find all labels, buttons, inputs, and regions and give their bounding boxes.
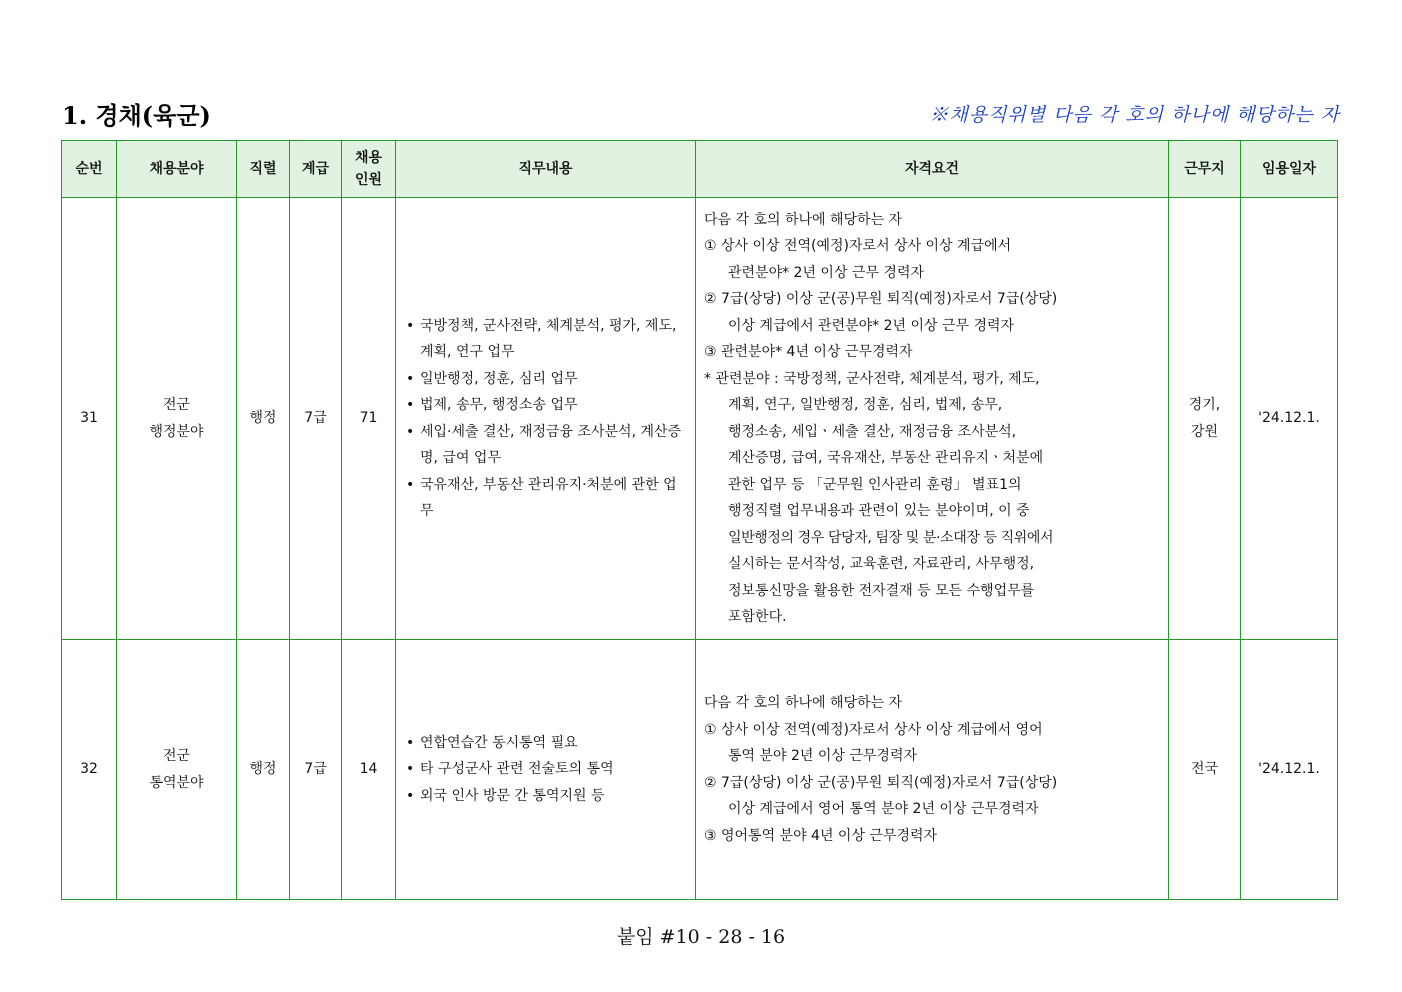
row-field-line2: 통역분야 xyxy=(149,774,204,791)
qual-item-1: ① 상사 이상 전역(예정)자로서 상사 이상 계급에서 xyxy=(704,238,1012,254)
row-field-line1: 전군 xyxy=(162,748,191,764)
qual-item-3: ③ 관련분야* 4년 이상 근무경력자 xyxy=(704,344,913,360)
duty-item: • 타 구성군사 관련 전술토의 통역 xyxy=(404,756,689,783)
duty-item: • 일반행정, 정훈, 심리 업무 xyxy=(404,366,689,393)
section-title: 1. 경채(육군) xyxy=(62,101,211,130)
row-no: 32 xyxy=(62,640,117,900)
row-field xyxy=(117,198,237,640)
qual-footnote: * 관련분야 : 국방정책, 군사전략, 체계분석, 평가, 제도, xyxy=(704,370,1040,387)
qual-footnote: 일반행정의 경우 담당자, 팀장 및 분·소대장 등 직위에서 xyxy=(728,529,1054,546)
qual-item-3: ③ 영어통역 분야 4년 이상 근무경력자 xyxy=(704,827,938,844)
header-location: 근무지 xyxy=(1169,141,1241,198)
row-location xyxy=(1169,198,1241,640)
qual-item-2-cont: 이상 계급에서 영어 통역 분야 2년 이상 근무경력자 xyxy=(728,801,1039,817)
header-field: 채용분야 xyxy=(117,141,237,198)
qual-footnote: 관한 업무 등 「군무원 인사관리 훈령」 별표1의 xyxy=(728,476,1022,493)
header-series: 직렬 xyxy=(237,141,290,198)
qual-footnote: 계산증명, 급여, 국유재산, 부동산 관리유지ㆍ처분에 xyxy=(728,450,1044,466)
header-row xyxy=(62,141,1338,198)
row-grade: 7급 xyxy=(290,640,342,900)
header-duties: 직무내용 xyxy=(396,141,696,198)
duties-list xyxy=(396,313,695,525)
header-qualifications: 자격요건 xyxy=(696,141,1169,198)
row-appoint-date: '24.12.1. xyxy=(1241,640,1338,900)
row-count: 71 xyxy=(342,198,396,640)
row-duties xyxy=(396,640,696,900)
duty-item: • 법제, 송무, 행정소송 업무 xyxy=(404,392,689,419)
row-field-line2: 행정분야 xyxy=(149,423,204,440)
qual-intro: 다음 각 호의 하나에 해당하는 자 xyxy=(704,695,903,711)
row-series: 행정 xyxy=(237,640,290,900)
row-location-line2: 강원 xyxy=(1190,423,1219,440)
row-count: 14 xyxy=(342,640,396,900)
header-appoint-date: 임용일자 xyxy=(1241,141,1338,198)
page-footer: 붙임 #10 - 28 - 16 xyxy=(616,926,786,948)
qual-footnote: 정보통신망을 활용한 전자결재 등 모든 수행업무를 xyxy=(728,582,1035,599)
duty-item: • 연합연습간 동시통역 필요 xyxy=(404,730,689,757)
duty-item: • 국유재산, 부동산 관리유지·처분에 관한 업무 xyxy=(404,472,689,525)
qual-intro: 다음 각 호의 하나에 해당하는 자 xyxy=(704,211,903,228)
row-qualifications xyxy=(696,198,1169,640)
qual-footnote: 실시하는 문서작성, 교육훈련, 자료관리, 사무행정, xyxy=(728,556,1035,572)
header-count-line1: 채용 xyxy=(354,150,383,166)
row-qualifications xyxy=(696,640,1169,900)
qual-item-1: ① 상사 이상 전역(예정)자로서 상사 이상 계급에서 영어 xyxy=(704,721,1043,738)
qual-footnote: 행정소송, 세입ㆍ세출 결산, 재정금융 조사분석, xyxy=(728,423,1017,440)
qual-footnote: 행정직렬 업무내용과 관련이 있는 분야이며, 이 중 xyxy=(728,503,1030,519)
row-field xyxy=(117,640,237,900)
qual-footnote: 계획, 연구, 일반행정, 정훈, 심리, 법제, 송무, xyxy=(728,397,1003,413)
duty-item: • 국방정책, 군사전략, 체계분석, 평가, 제도, 계획, 연구 업무 xyxy=(404,313,689,366)
qual-item-2: ② 7급(상당) 이상 군(공)무원 퇴직(예정)자로서 7급(상당) xyxy=(704,291,1058,307)
duty-item: • 외국 인사 방문 간 통역지원 등 xyxy=(404,783,689,810)
row-duties xyxy=(396,198,696,640)
duties-list xyxy=(396,730,695,810)
row-series: 행정 xyxy=(237,198,290,640)
eligibility-note: ※채용직위별 다음 각 호의 하나에 해당하는 자 xyxy=(929,104,1340,126)
qual-item-1-cont: 관련분야* 2년 이상 근무 경력자 xyxy=(728,264,924,281)
duty-item: • 세입·세출 결산, 재정금융 조사분석, 계산증명, 급여 업무 xyxy=(404,419,689,472)
row-no: 31 xyxy=(62,198,117,640)
table-row xyxy=(62,198,1338,640)
qual-item-1-cont: 통역 분야 2년 이상 근무경력자 xyxy=(728,748,917,764)
row-grade: 7급 xyxy=(290,198,342,640)
qual-footnote: 포함한다. xyxy=(728,609,787,625)
row-location-line1: 경기, xyxy=(1188,397,1221,413)
row-location: 전국 xyxy=(1169,640,1241,900)
qual-item-2-cont: 이상 계급에서 관련분야* 2년 이상 근무 경력자 xyxy=(728,317,1015,334)
row-field-line1: 전군 xyxy=(162,397,191,413)
header-grade: 계급 xyxy=(290,141,342,198)
header-count xyxy=(342,141,396,198)
row-appoint-date: '24.12.1. xyxy=(1241,198,1338,640)
header-count-line2: 인원 xyxy=(354,172,383,188)
recruitment-table xyxy=(61,140,1338,900)
qual-item-2: ② 7급(상당) 이상 군(공)무원 퇴직(예정)자로서 7급(상당) xyxy=(704,774,1058,791)
header-no: 순번 xyxy=(62,141,117,198)
table-row xyxy=(62,640,1338,900)
